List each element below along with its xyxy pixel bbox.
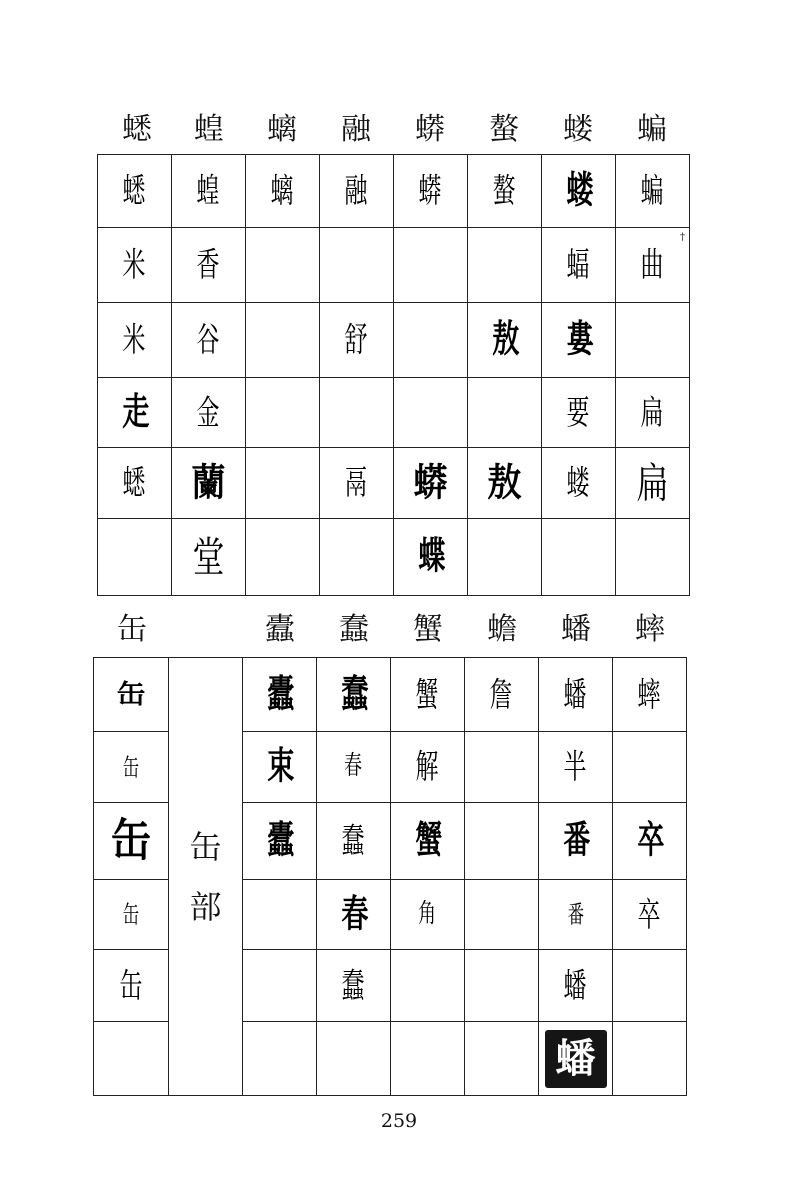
glyph-cell xyxy=(539,1022,613,1096)
glyph-cell xyxy=(246,519,320,596)
glyph-cell xyxy=(616,228,690,303)
glyph-cell xyxy=(246,303,320,378)
glyph: 蝙 xyxy=(641,170,664,211)
glyph: 番 xyxy=(562,818,589,863)
glyph-cell xyxy=(542,378,616,448)
glyph-cell xyxy=(98,155,172,228)
glyph-cell xyxy=(320,519,394,596)
header-char: 蝗 xyxy=(194,112,224,147)
glyph-cell xyxy=(468,378,542,448)
glyph-cell xyxy=(391,1022,465,1096)
glyph-cell xyxy=(613,803,687,880)
header-char: 蠹 xyxy=(265,612,295,647)
glyph-cell xyxy=(172,228,246,303)
glyph-cell xyxy=(468,519,542,596)
glyph-cell xyxy=(616,378,690,448)
glyph-cell xyxy=(539,803,613,880)
glyph-cell xyxy=(465,880,539,950)
glyph: 舒 xyxy=(345,319,368,360)
glyph: 要 xyxy=(567,392,590,432)
header-char: 蝙 xyxy=(637,112,667,147)
glyph-cell xyxy=(317,880,391,950)
glyph: 曲 xyxy=(641,244,664,285)
glyph: 解 xyxy=(416,746,439,787)
glyph: 蟒 xyxy=(413,460,448,506)
glyph-cell xyxy=(539,732,613,803)
radical-label-cell xyxy=(169,658,243,1096)
glyph: 蟒 xyxy=(419,170,442,211)
glyph-cell xyxy=(468,448,542,519)
glyph-cell xyxy=(539,950,613,1022)
glyph-cell xyxy=(613,732,687,803)
glyph-cell xyxy=(394,519,468,596)
glyph-cell xyxy=(243,658,317,732)
glyph-cell xyxy=(465,950,539,1022)
glyph-cell xyxy=(246,228,320,303)
header-char: 融 xyxy=(341,112,371,147)
glyph: 束 xyxy=(266,744,293,789)
table-row xyxy=(98,378,690,448)
glyph-cell xyxy=(613,950,687,1022)
glyph: 缶 xyxy=(116,679,146,710)
glyph: 蘭 xyxy=(191,460,226,506)
glyph: 敖 xyxy=(491,317,518,362)
glyph-cell xyxy=(542,228,616,303)
page-number: 259 xyxy=(380,1110,418,1132)
glyph: 蝼 xyxy=(567,462,590,503)
glyph: 香 xyxy=(197,244,220,285)
glyph-cell xyxy=(172,303,246,378)
glyph: 金 xyxy=(197,392,220,432)
glyph-cell xyxy=(391,803,465,880)
glyph-cell xyxy=(317,1022,391,1096)
radical-label: 缶 xyxy=(189,827,222,866)
glyph-cell xyxy=(94,803,169,880)
bottom-glyph-table xyxy=(93,657,687,1096)
glyph-cell xyxy=(465,732,539,803)
header-char: 螭 xyxy=(267,112,297,147)
glyph-cell xyxy=(317,803,391,880)
glyph: 螯 xyxy=(493,170,516,211)
table-row xyxy=(98,519,690,596)
glyph: 缶 xyxy=(122,899,140,929)
glyph: 米 xyxy=(123,244,146,285)
glyph-cell xyxy=(320,378,394,448)
glyph-cell xyxy=(539,658,613,732)
glyph-cell xyxy=(320,155,394,228)
top-header-row xyxy=(0,108,798,152)
glyph: 鬲 xyxy=(345,462,368,503)
header-char: 蟠 xyxy=(561,612,591,647)
glyph-cell xyxy=(542,155,616,228)
glyph: 婁 xyxy=(565,317,592,362)
glyph: 卒 xyxy=(636,818,663,863)
glyph-cell xyxy=(542,303,616,378)
glyph: 蝗 xyxy=(197,170,220,211)
glyph: 蠹 xyxy=(266,672,293,716)
header-char: 蟹 xyxy=(413,612,443,647)
glyph-cell xyxy=(94,880,169,950)
glyph-cell xyxy=(320,228,394,303)
glyph: 蠢 xyxy=(340,672,367,716)
glyph-cell xyxy=(613,880,687,950)
glyph-cell xyxy=(94,732,169,803)
glyph: 蟹 xyxy=(414,818,441,863)
glyph: 缶 xyxy=(119,965,143,1005)
glyph-cell xyxy=(243,1022,317,1096)
glyph-cell xyxy=(94,950,169,1022)
glyph: 缶 xyxy=(122,752,140,781)
glyph: 角 xyxy=(418,898,437,929)
table-row xyxy=(98,448,690,519)
glyph: 番 xyxy=(567,899,584,929)
glyph: 蟋 xyxy=(123,462,146,503)
glyph-cell xyxy=(246,378,320,448)
glyph: 谷 xyxy=(197,319,220,360)
glyph-cell xyxy=(616,448,690,519)
header-char: 蟒 xyxy=(415,112,445,147)
glyph: 扁 xyxy=(636,458,669,508)
glyph-cell xyxy=(394,155,468,228)
glyph-cell xyxy=(394,378,468,448)
header-char: 螯 xyxy=(489,112,519,147)
glyph: 蠹 xyxy=(266,818,293,863)
glyph: 堂 xyxy=(192,532,225,582)
glyph: 蟠 xyxy=(564,965,587,1005)
table-row xyxy=(94,658,687,732)
header-char: 蟋 xyxy=(122,112,152,147)
glyph-cell xyxy=(172,378,246,448)
glyph-cell xyxy=(616,519,690,596)
header-char: 缶 xyxy=(117,612,147,647)
glyph-cell xyxy=(320,303,394,378)
glyph-cell xyxy=(98,519,172,596)
glyph-cell xyxy=(246,155,320,228)
glyph-cell xyxy=(317,658,391,732)
glyph: 走 xyxy=(121,390,148,434)
glyph-cell xyxy=(94,1022,169,1096)
glyph-cell xyxy=(616,155,690,228)
glyph: 蝼 xyxy=(565,168,592,213)
glyph-cell xyxy=(98,303,172,378)
glyph: 蟹 xyxy=(416,674,439,714)
glyph-cell xyxy=(468,228,542,303)
glyph-cell xyxy=(246,448,320,519)
glyph-cell xyxy=(465,803,539,880)
table-row xyxy=(98,155,690,228)
glyph-cell xyxy=(539,880,613,950)
glyph: 詹 xyxy=(490,674,513,714)
glyph-cell xyxy=(391,880,465,950)
top-glyph-table xyxy=(97,154,690,596)
glyph-cell xyxy=(172,519,246,596)
glyph-cell xyxy=(613,658,687,732)
glyph: 米 xyxy=(123,319,146,360)
dagger-mark: † xyxy=(680,232,685,243)
glyph: 春 xyxy=(340,892,367,936)
glyph-cell xyxy=(542,519,616,596)
table-row xyxy=(98,228,690,303)
glyph-cell xyxy=(98,228,172,303)
glyph-cell xyxy=(243,880,317,950)
glyph-cell xyxy=(468,303,542,378)
glyph-cell xyxy=(391,732,465,803)
header-char: 蠢 xyxy=(339,612,369,647)
glyph: 缶 xyxy=(111,814,151,867)
glyph-cell xyxy=(172,155,246,228)
glyph: 螭 xyxy=(271,170,294,211)
glyph: 扁 xyxy=(641,392,664,432)
glyph: 融 xyxy=(345,170,368,211)
seal-glyph: 蟠 xyxy=(545,1030,607,1088)
glyph-cell xyxy=(542,448,616,519)
glyph: 敖 xyxy=(487,460,522,506)
glyph-cell xyxy=(317,950,391,1022)
glyph: 春 xyxy=(344,751,363,782)
glyph-cell xyxy=(243,732,317,803)
header-char: 蟾 xyxy=(487,612,517,647)
glyph-cell xyxy=(616,303,690,378)
glyph-cell xyxy=(317,732,391,803)
glyph: 卒 xyxy=(638,894,661,934)
glyph-cell xyxy=(391,658,465,732)
glyph: 蠢 xyxy=(342,965,365,1005)
glyph: 蟠 xyxy=(564,674,587,714)
glyph-cell xyxy=(468,155,542,228)
glyph-cell xyxy=(94,658,169,732)
glyph: 蝠 xyxy=(567,244,590,285)
glyph-cell xyxy=(465,658,539,732)
glyph-cell xyxy=(320,448,394,519)
glyph: 半 xyxy=(564,746,587,787)
glyph-cell xyxy=(98,378,172,448)
glyph-cell xyxy=(391,950,465,1022)
glyph: 蟀 xyxy=(638,674,661,714)
glyph: 蝶 xyxy=(417,534,444,579)
table-row xyxy=(98,303,690,378)
glyph-cell xyxy=(465,1022,539,1096)
glyph-cell xyxy=(394,303,468,378)
header-char: 蟀 xyxy=(635,612,665,647)
glyph: 蟋 xyxy=(123,170,146,211)
glyph-cell xyxy=(98,448,172,519)
glyph-cell xyxy=(394,448,468,519)
glyph-cell xyxy=(613,1022,687,1096)
glyph: 蠢 xyxy=(342,820,365,861)
glyph-cell xyxy=(172,448,246,519)
header-char: 蝼 xyxy=(563,112,593,147)
glyph-cell xyxy=(243,803,317,880)
glyph-cell xyxy=(394,228,468,303)
glyph-cell xyxy=(243,950,317,1022)
radical-label-bu: 部 xyxy=(189,887,222,926)
bottom-header-row xyxy=(0,608,798,652)
